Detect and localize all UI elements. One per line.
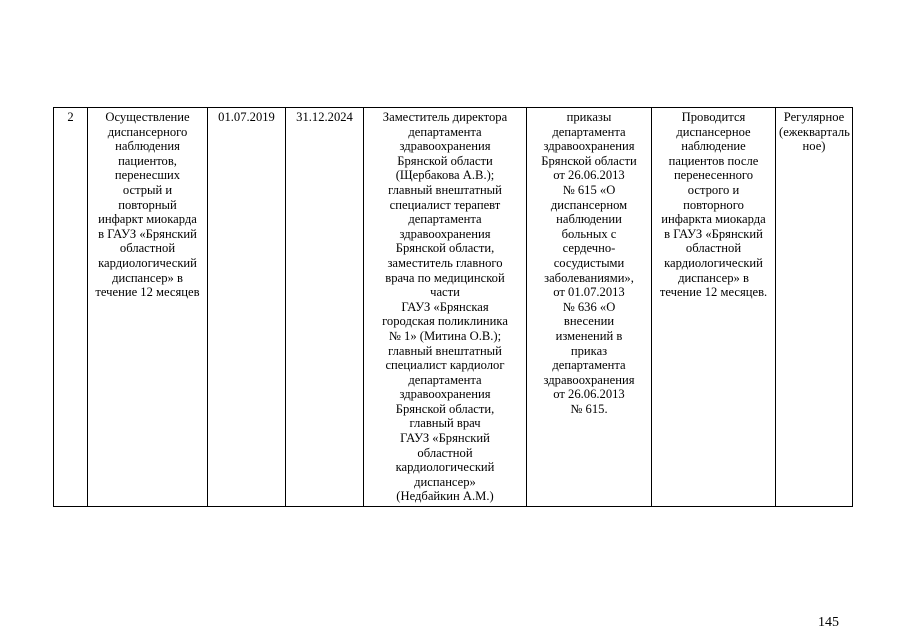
row-number: 2 xyxy=(54,108,88,507)
result-cell: Проводится диспансерное наблюдение пациентов после перенесенного острого и повторного инфаркта миокарда в ГАУЗ «Брянский областной кардиологический диспансер» в течение 12 месяцев. xyxy=(652,108,776,507)
table-row xyxy=(54,108,853,507)
start-date-cell: 01.07.2019 xyxy=(208,108,286,507)
responsible-cell: Заместитель директора департамента здравоохранения Брянской области (Щербакова А.В.); главный внештатный специалист терапевт департамента здравоохранения Брянской области, заместитель главного врача по медицинской части ГАУЗ «Брянская городская поликлиника № 1» (Митина О.В.); главный внештатный специалист кардиолог департамента здравоохранения Брянской области, главный врач ГАУЗ «Брянский областной кардиологический диспансер» (Недбайкин А.М.) xyxy=(364,108,527,507)
plan-table xyxy=(53,107,853,507)
periodicity-cell: Регулярное (ежекварталь ное) xyxy=(776,108,853,507)
end-date-cell: 31.12.2024 xyxy=(286,108,364,507)
documents-cell: приказы департамента здравоохранения Брянской области от 26.06.2013 № 615 «О диспансерном наблюдении больных с сердечно- сосудистыми заболеваниями», от 01.07.2013 № 636 «О внесении изменений в приказ департамента здравоохранения от 26.06.2013 № 615. xyxy=(527,108,652,507)
activity-cell: Осуществление диспансерного наблюдения пациентов, перенесших острый и повторный инфаркт миокарда в ГАУЗ «Брянский областной кардиологический диспансер» в течение 12 месяцев xyxy=(88,108,208,507)
page-number: 145 xyxy=(818,615,839,630)
